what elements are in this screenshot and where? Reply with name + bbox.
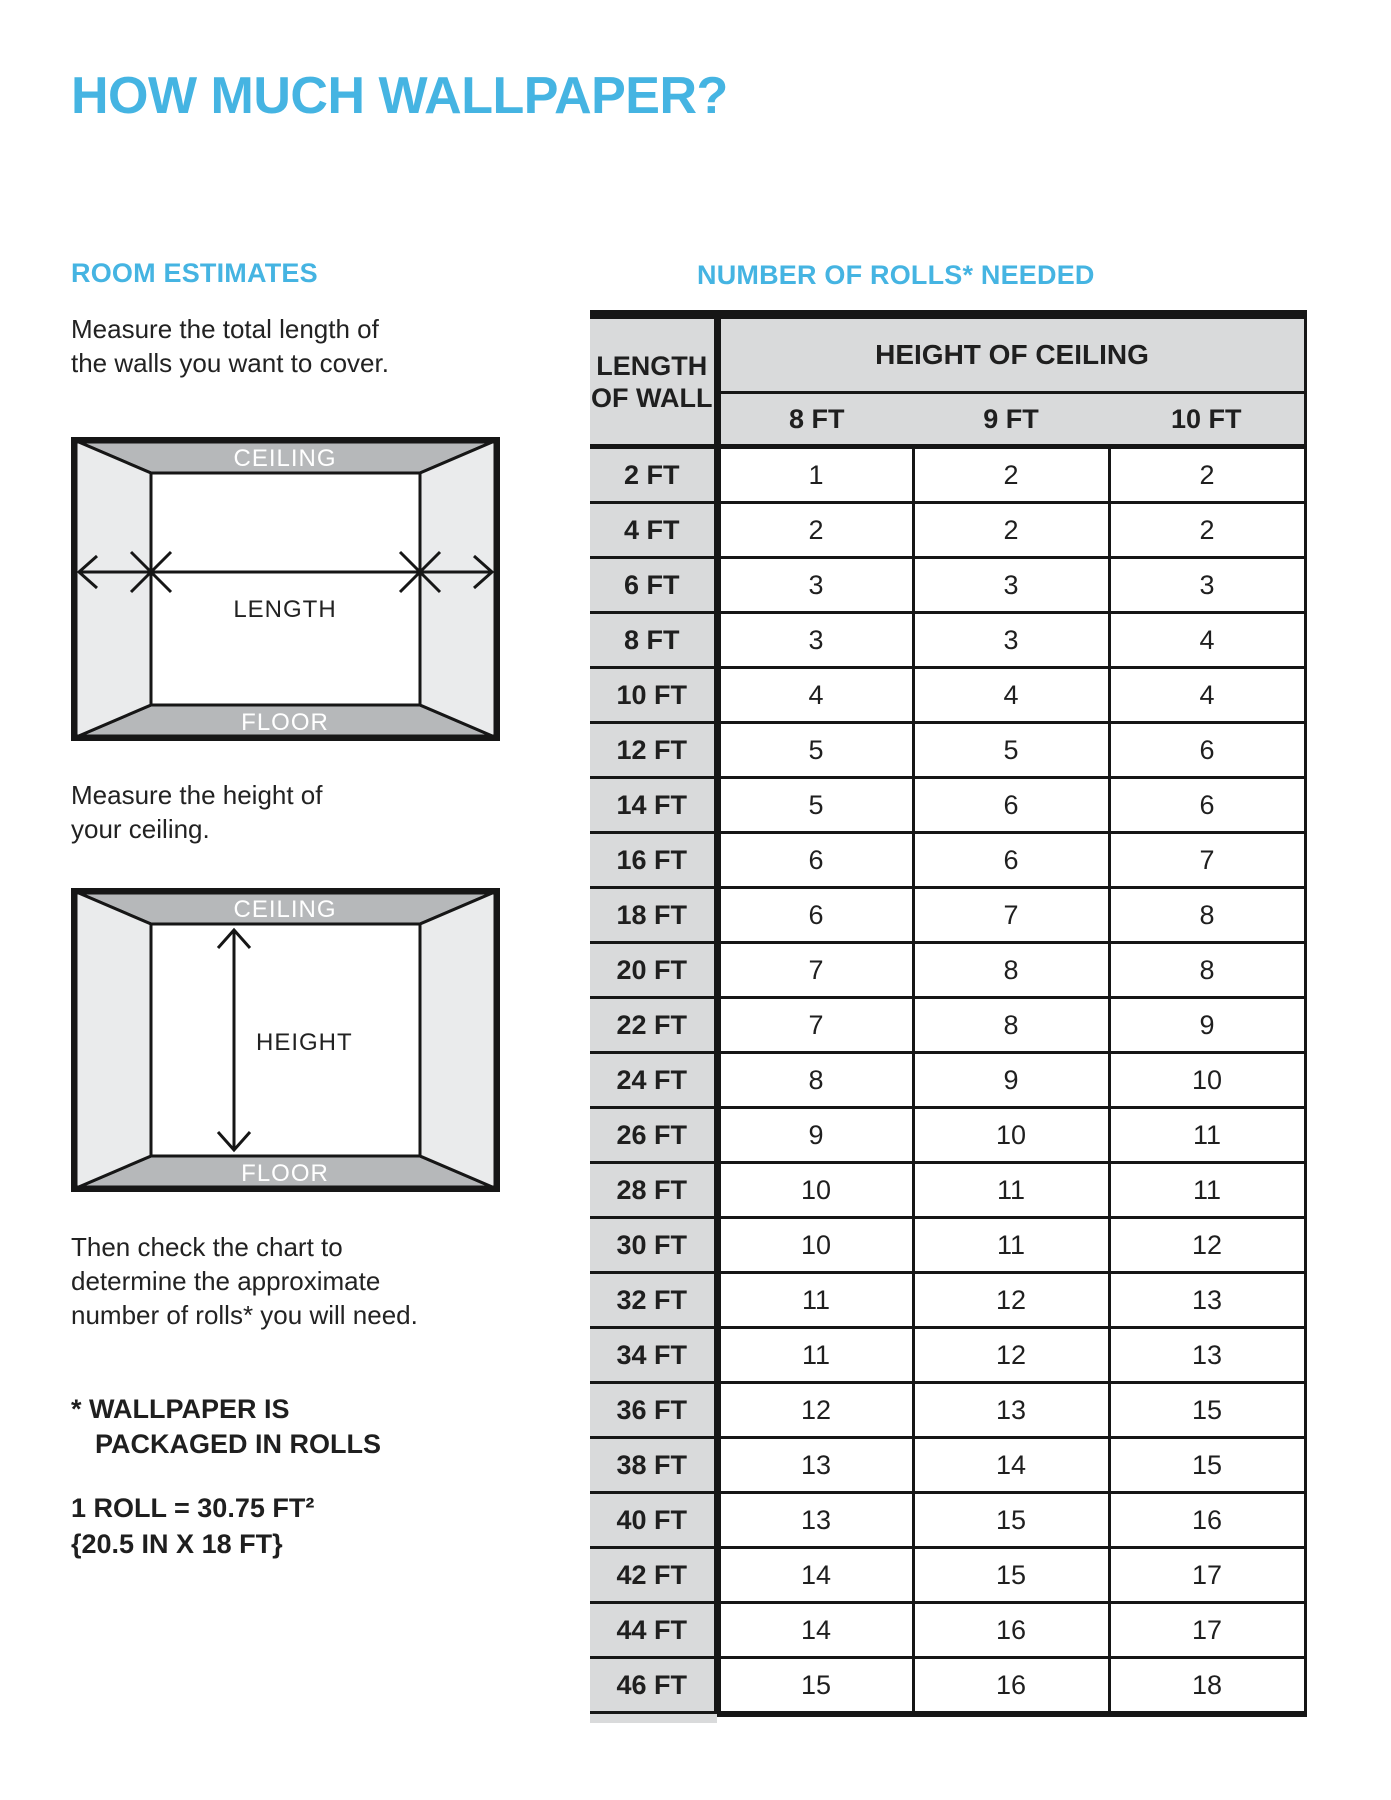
rolls-value-cell: 18: [1109, 1658, 1305, 1715]
rolls-value-cell: 6: [1109, 778, 1305, 833]
table-row: [590, 1603, 1305, 1658]
step3-line3: number of rolls* you will need.: [71, 1300, 418, 1330]
table-row: [590, 1438, 1305, 1493]
rolls-value-cell: 10: [1109, 1053, 1305, 1108]
left-wall-face: [74, 440, 151, 738]
rolls-value-cell: 9: [717, 1108, 913, 1163]
rolls-value-cell: 5: [717, 723, 913, 778]
height-diagram: [71, 888, 500, 1192]
rolls-value-cell: 6: [913, 778, 1109, 833]
step2-line2: your ceiling.: [71, 814, 210, 844]
table-row: [590, 1108, 1305, 1163]
rolls-value-cell: 15: [1109, 1383, 1305, 1438]
step3-line2: determine the approximate: [71, 1266, 381, 1296]
col-header-8ft: 8 FT: [717, 393, 913, 447]
rolls-value-cell: 4: [1109, 668, 1305, 723]
table-row: [590, 613, 1305, 668]
rolls-value-cell: 6: [717, 888, 913, 943]
wall-length-cell: 40 FT: [590, 1493, 717, 1548]
rolls-value-cell: 13: [1109, 1273, 1305, 1328]
length-diagram-svg: [71, 437, 500, 741]
back-wall-face: [151, 473, 420, 705]
wall-length-cell: 30 FT: [590, 1218, 717, 1273]
rolls-value-cell: 11: [717, 1273, 913, 1328]
rolls-value-cell: 8: [913, 998, 1109, 1053]
rolls-value-cell: 3: [717, 613, 913, 668]
rolls-value-cell: 15: [913, 1493, 1109, 1548]
wall-length-cell: 22 FT: [590, 998, 717, 1053]
rolls-value-cell: 9: [913, 1053, 1109, 1108]
wall-length-cell: 20 FT: [590, 943, 717, 998]
wall-length-cell: 46 FT: [590, 1658, 717, 1715]
roll-spec: [71, 1490, 314, 1562]
wall-length-cell: 28 FT: [590, 1163, 717, 1218]
table-row: [590, 723, 1305, 778]
table-row: [590, 778, 1305, 833]
rolls-value-cell: 14: [913, 1438, 1109, 1493]
right-wall-face: [420, 440, 497, 738]
rolls-value-cell: 4: [1109, 613, 1305, 668]
rolls-value-cell: 15: [717, 1658, 913, 1715]
rolls-value-cell: 11: [717, 1328, 913, 1383]
floor-label: FLOOR: [241, 709, 329, 736]
rolls-value-cell: 11: [913, 1218, 1109, 1273]
wall-length-cell: 16 FT: [590, 833, 717, 888]
ceiling-label: CEILING: [233, 896, 337, 923]
rolls-value-cell: 2: [1109, 447, 1305, 503]
step3-line1: Then check the chart to: [71, 1232, 343, 1262]
table-row: [590, 888, 1305, 943]
rolls-needed-heading: NUMBER OF ROLLS* NEEDED: [697, 260, 1095, 290]
rolls-value-cell: 12: [913, 1273, 1109, 1328]
table-row: [590, 1658, 1305, 1715]
rolls-value-cell: 9: [1109, 998, 1305, 1053]
wall-length-cell: 10 FT: [590, 668, 717, 723]
wall-length-cell: 44 FT: [590, 1603, 717, 1658]
rolls-value-cell: 11: [913, 1163, 1109, 1218]
wall-length-cell: 26 FT: [590, 1108, 717, 1163]
table-row: [590, 1548, 1305, 1603]
rolls-value-cell: 5: [913, 723, 1109, 778]
height-of-ceiling-header: HEIGHT OF CEILING: [717, 315, 1305, 393]
rolls-value-cell: 16: [1109, 1493, 1305, 1548]
table-row: [590, 1163, 1305, 1218]
step1-line1: Measure the total length of: [71, 314, 379, 344]
rolls-value-cell: 2: [913, 447, 1109, 503]
length-label: LENGTH: [233, 596, 337, 623]
rolls-footnote: [71, 1392, 381, 1462]
length-of-wall-header: [590, 315, 717, 447]
rolls-value-cell: 14: [717, 1548, 913, 1603]
rolls-value-cell: 4: [913, 668, 1109, 723]
rolls-value-cell: 3: [913, 558, 1109, 613]
rolls-value-cell: 16: [913, 1603, 1109, 1658]
step3-text: [71, 1230, 418, 1332]
wall-length-cell: 14 FT: [590, 778, 717, 833]
rolls-value-cell: 8: [717, 1053, 913, 1108]
rolls-value-cell: 17: [1109, 1548, 1305, 1603]
step1-line2: the walls you want to cover.: [71, 348, 389, 378]
table-row: [590, 558, 1305, 613]
length-of-wall-line2: OF WALL: [591, 382, 713, 413]
rolls-value-cell: 15: [913, 1548, 1109, 1603]
rolls-value-cell: 8: [1109, 888, 1305, 943]
wall-length-cell: 32 FT: [590, 1273, 717, 1328]
length-diagram: [71, 437, 500, 741]
wall-length-cell: 42 FT: [590, 1548, 717, 1603]
wall-length-cell: 18 FT: [590, 888, 717, 943]
table-footer-tab: [590, 1714, 717, 1723]
wall-length-cell: 34 FT: [590, 1328, 717, 1383]
table-row: [590, 447, 1305, 503]
table-row: [590, 1383, 1305, 1438]
rolls-value-cell: 16: [913, 1658, 1109, 1715]
rolls-value-cell: 7: [717, 998, 913, 1053]
length-of-wall-line1: LENGTH: [596, 350, 708, 381]
height-label: HEIGHT: [256, 1029, 353, 1056]
rolls-table: [590, 310, 1307, 1717]
rolls-value-cell: 11: [1109, 1108, 1305, 1163]
page-title: HOW MUCH WALLPAPER?: [71, 67, 728, 125]
floor-label: FLOOR: [241, 1160, 329, 1187]
wall-length-cell: 2 FT: [590, 447, 717, 503]
rolls-value-cell: 3: [1109, 558, 1305, 613]
rolls-value-cell: 1: [717, 447, 913, 503]
right-wall-face: [420, 891, 497, 1189]
rolls-value-cell: 10: [717, 1218, 913, 1273]
footnote-line1: * WALLPAPER IS: [71, 1394, 290, 1424]
room-estimates-heading: ROOM ESTIMATES: [71, 258, 318, 288]
rolls-value-cell: 8: [913, 943, 1109, 998]
left-wall-face: [74, 891, 151, 1189]
rolls-value-cell: 7: [1109, 833, 1305, 888]
rolls-value-cell: 8: [1109, 943, 1305, 998]
step2-line1: Measure the height of: [71, 780, 323, 810]
table-row: [590, 943, 1305, 998]
col-header-9ft: 9 FT: [913, 393, 1109, 447]
rolls-value-cell: 10: [717, 1163, 913, 1218]
rolls-value-cell: 12: [717, 1383, 913, 1438]
step2-text: [71, 778, 323, 846]
rolls-value-cell: 12: [1109, 1218, 1305, 1273]
wall-length-cell: 38 FT: [590, 1438, 717, 1493]
table-row: [590, 1053, 1305, 1108]
rolls-value-cell: 6: [1109, 723, 1305, 778]
table-header-row-1: [590, 315, 1305, 393]
wall-length-cell: 8 FT: [590, 613, 717, 668]
rolls-value-cell: 3: [717, 558, 913, 613]
table-row: [590, 833, 1305, 888]
wall-length-cell: 36 FT: [590, 1383, 717, 1438]
col-header-10ft: 10 FT: [1109, 393, 1305, 447]
wall-length-cell: 24 FT: [590, 1053, 717, 1108]
rolls-value-cell: 2: [717, 503, 913, 558]
table-row: [590, 1328, 1305, 1383]
rolls-value-cell: 14: [717, 1603, 913, 1658]
wall-length-cell: 4 FT: [590, 503, 717, 558]
rolls-value-cell: 10: [913, 1108, 1109, 1163]
wall-length-cell: 6 FT: [590, 558, 717, 613]
rolls-value-cell: 6: [717, 833, 913, 888]
rolls-value-cell: 13: [1109, 1328, 1305, 1383]
rolls-value-cell: 13: [913, 1383, 1109, 1438]
wall-length-cell: 12 FT: [590, 723, 717, 778]
roll-spec-line2: {20.5 IN X 18 FT}: [71, 1529, 283, 1559]
table-row: [590, 1218, 1305, 1273]
rolls-value-cell: 17: [1109, 1603, 1305, 1658]
rolls-value-cell: 13: [717, 1493, 913, 1548]
rolls-table-body: [590, 447, 1305, 1715]
rolls-value-cell: 15: [1109, 1438, 1305, 1493]
table-row: [590, 1273, 1305, 1328]
rolls-value-cell: 5: [717, 778, 913, 833]
rolls-value-cell: 3: [913, 613, 1109, 668]
rolls-value-cell: 13: [717, 1438, 913, 1493]
table-row: [590, 1493, 1305, 1548]
rolls-value-cell: 6: [913, 833, 1109, 888]
footnote-line2: PACKAGED IN ROLLS: [95, 1429, 382, 1459]
ceiling-label: CEILING: [233, 445, 337, 472]
rolls-value-cell: 2: [913, 503, 1109, 558]
rolls-value-cell: 4: [717, 668, 913, 723]
rolls-table-head: [590, 315, 1305, 447]
rolls-value-cell: 7: [913, 888, 1109, 943]
rolls-value-cell: 2: [1109, 503, 1305, 558]
rolls-value-cell: 12: [913, 1328, 1109, 1383]
height-diagram-svg: [71, 888, 500, 1192]
table-row: [590, 503, 1305, 558]
rolls-value-cell: 7: [717, 943, 913, 998]
step1-text: [71, 312, 389, 380]
table-row: [590, 998, 1305, 1053]
rolls-value-cell: 11: [1109, 1163, 1305, 1218]
table-row: [590, 668, 1305, 723]
roll-spec-line1: 1 ROLL = 30.75 FT²: [71, 1493, 315, 1523]
